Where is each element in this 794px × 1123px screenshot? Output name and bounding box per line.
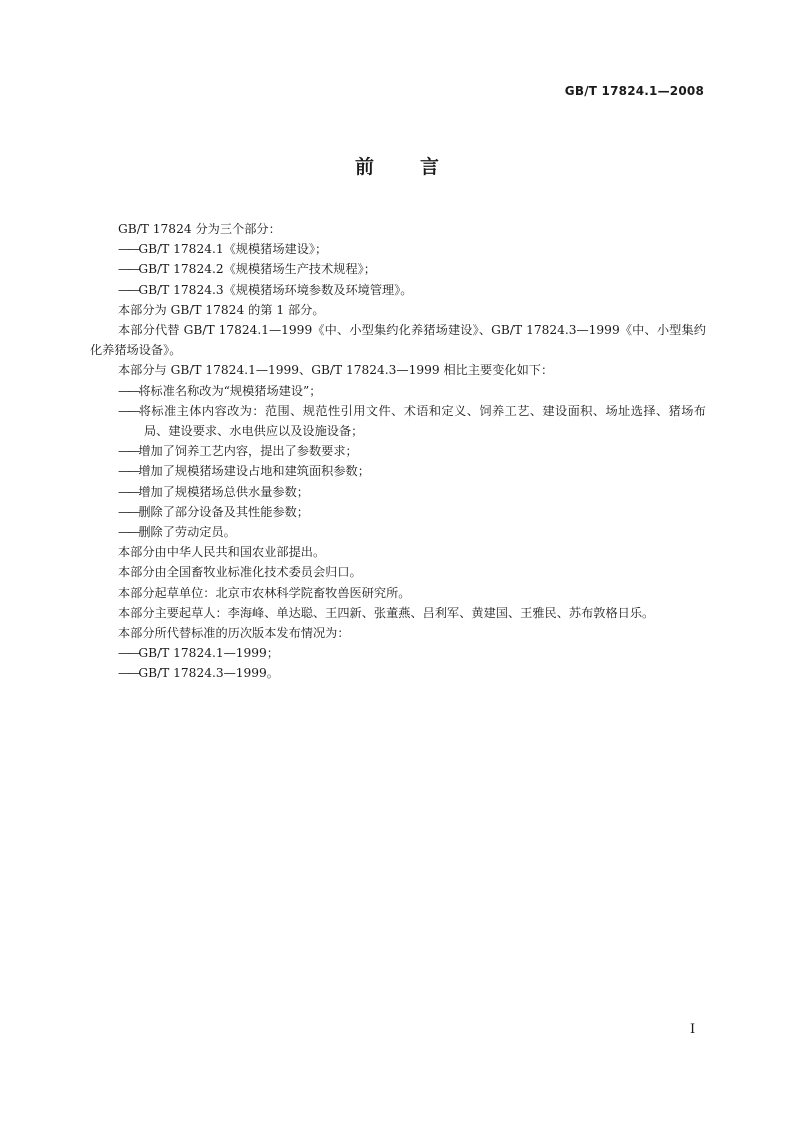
- list-item: ——GB/T 17824.3《规模猪场环境参数及环境管理》。: [118, 282, 413, 297]
- list-item: ——增加了饲养工艺内容，提出了参数要求；: [118, 444, 358, 459]
- list-item: ——将标准名称改为“规模猪场建设”；: [118, 383, 322, 398]
- list-item: ——GB/T 17824.2《规模猪场生产技术规程》；: [118, 262, 376, 277]
- paragraph: 本部分由全国畜牧业标准化技术委员会归口。: [118, 565, 362, 580]
- paragraph: 本部分起草单位：北京市农林科学院畜牧兽医研究所。: [118, 585, 411, 600]
- list-item: ——GB/T 17824.3—1999。: [118, 666, 279, 681]
- list-item: ——增加了规模猪场建设占地和建筑面积参数；: [118, 464, 370, 479]
- page-title: [0, 152, 794, 179]
- paragraph: 本部分所代替标准的历次版本发布情况为：: [118, 626, 350, 641]
- list-item: ——GB/T 17824.1—1999；: [118, 646, 279, 661]
- list-item: ——增加了规模猪场总供水量参数；: [118, 484, 309, 499]
- page-number: I: [690, 1022, 696, 1037]
- list-item: ——删除了部分设备及其性能参数；: [118, 504, 309, 519]
- paragraph: 本部分与 GB/T 17824.1—1999、GB/T 17824.3—1999 相比主要变化如下：: [118, 363, 554, 378]
- document-number: GB/T 17824.1—2008: [564, 84, 704, 98]
- paragraph: GB/T 17824 分为三个部分：: [118, 222, 281, 236]
- paragraph: 本部分代替 GB/T 17824.1—1999《中、小型集约化养猪场建设》、GB/T 17824.3—1999《中、小型集约化养猪场设备》。: [90, 323, 706, 358]
- paragraph: 本部分为 GB/T 17824 的第 1 部分。: [118, 302, 325, 317]
- paragraph: 本部分由中华人民共和国农业部提出。: [118, 545, 326, 560]
- list-item: ——删除了劳动定员。: [118, 525, 236, 540]
- list-item: ——GB/T 17824.1《规模猪场建设》；: [118, 242, 328, 257]
- paragraph: 本部分主要起草人：李海峰、单达聪、王四新、张董燕、吕利军、黄建国、王雅民、苏布敦格日乐。: [118, 605, 655, 620]
- list-item: ——将标准主体内容改为：范围、规范性引用文件、术语和定义、饲养工艺、建设面积、场址选择、猪场布局、建设要求、水电供应以及设施设备；: [118, 403, 706, 439]
- title-char-1: 前: [354, 156, 374, 178]
- foreword-body: [90, 219, 706, 684]
- title-char-2: 言: [420, 156, 440, 178]
